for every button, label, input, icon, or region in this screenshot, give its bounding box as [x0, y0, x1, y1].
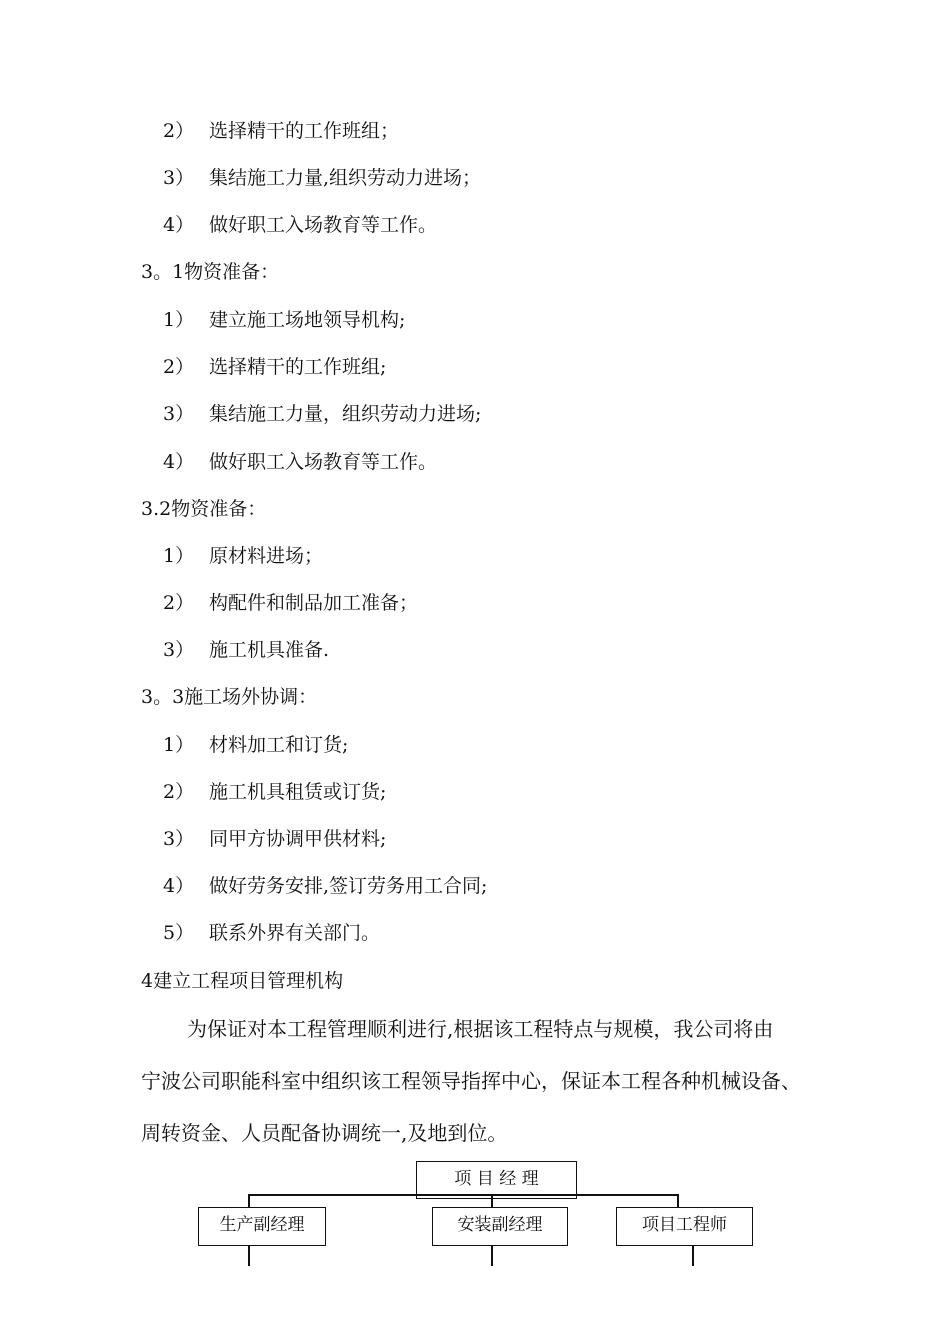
org-connector-right: [677, 1194, 679, 1208]
section-heading: 3。1物资准备：: [141, 261, 280, 283]
paragraph-line: 宁波公司职能科室中组织该工程领导指挥中心，保证本工程各种机械设备、: [141, 1069, 801, 1093]
item-number: 1）: [163, 734, 195, 756]
item-text: 构配件和制品加工准备；: [209, 592, 419, 614]
org-box-installation-deputy: 安装副经理: [432, 1207, 568, 1246]
list-item: [163, 780, 386, 804]
item-text: 做好劳务安排,签订劳务用工合同;: [209, 875, 488, 897]
list-item: [163, 119, 399, 143]
paragraph-line: 周转资金、人员配备协调统一,及地到位。: [141, 1121, 508, 1145]
org-connector-horizontal: [248, 1194, 678, 1196]
item-text: 材料加工和订货;: [209, 734, 349, 756]
section-heading: 3。3施工场外协调：: [141, 686, 318, 708]
item-number: 3）: [163, 828, 195, 850]
item-number: 4）: [163, 451, 195, 473]
list-item: [163, 402, 481, 426]
org-connector-down-right: [692, 1246, 694, 1266]
item-text: 做好职工入场教育等工作。: [209, 214, 438, 236]
item-number: 1）: [163, 545, 195, 567]
item-number: 2）: [163, 781, 195, 803]
item-text: 施工机具准备.: [209, 639, 330, 661]
item-text: 原材料进场；: [209, 545, 324, 567]
item-text: 联系外界有关部门。: [209, 922, 381, 944]
list-item: [163, 450, 437, 474]
item-text: 建立施工场地领导机构;: [209, 309, 406, 331]
section-heading: 4建立工程项目管理机构: [141, 970, 344, 992]
list-item: [163, 591, 418, 615]
item-number: 5）: [163, 922, 195, 944]
item-number: 4）: [163, 875, 195, 897]
org-connector-left: [248, 1194, 250, 1208]
section-heading: 3.2物资准备：: [141, 498, 267, 520]
item-number: 1）: [163, 309, 195, 331]
org-box-project-manager: 项 目 经 理: [416, 1161, 577, 1199]
list-item: [163, 355, 386, 379]
org-connector-down-left: [248, 1246, 250, 1266]
item-text: 集结施工力量,组织劳动力进场；: [209, 167, 482, 189]
list-item: [163, 733, 348, 757]
item-text: 选择精干的工作班组；: [209, 120, 400, 142]
org-box-production-deputy: 生产副经理: [198, 1207, 326, 1246]
item-text: 同甲方协调甲供材料;: [209, 828, 387, 850]
item-number: 3）: [163, 403, 195, 425]
list-item: [163, 827, 386, 851]
item-text: 选择精干的工作班组;: [209, 356, 387, 378]
list-item: [163, 544, 323, 568]
org-connector-middle: [491, 1194, 493, 1208]
list-item: [163, 213, 437, 237]
paragraph-line: 为保证对本工程管理顺利进行,根据该工程特点与规模，我公司将由: [187, 1017, 774, 1041]
list-item: [163, 921, 380, 945]
item-number: 4）: [163, 214, 195, 236]
item-number: 2）: [163, 120, 195, 142]
org-box-project-engineer: 项目工程师: [616, 1207, 753, 1246]
list-item: [163, 308, 405, 332]
item-text: 施工机具租赁或订货;: [209, 781, 387, 803]
list-item: [163, 166, 481, 190]
item-text: 集结施工力量，组织劳动力进场;: [209, 403, 482, 425]
org-connector-down-middle: [491, 1246, 493, 1266]
item-number: 3）: [163, 167, 195, 189]
item-number: 2）: [163, 592, 195, 614]
item-text: 做好职工入场教育等工作。: [209, 451, 438, 473]
item-number: 3）: [163, 639, 195, 661]
list-item: [163, 638, 329, 662]
item-number: 2）: [163, 356, 195, 378]
list-item: [163, 874, 487, 898]
